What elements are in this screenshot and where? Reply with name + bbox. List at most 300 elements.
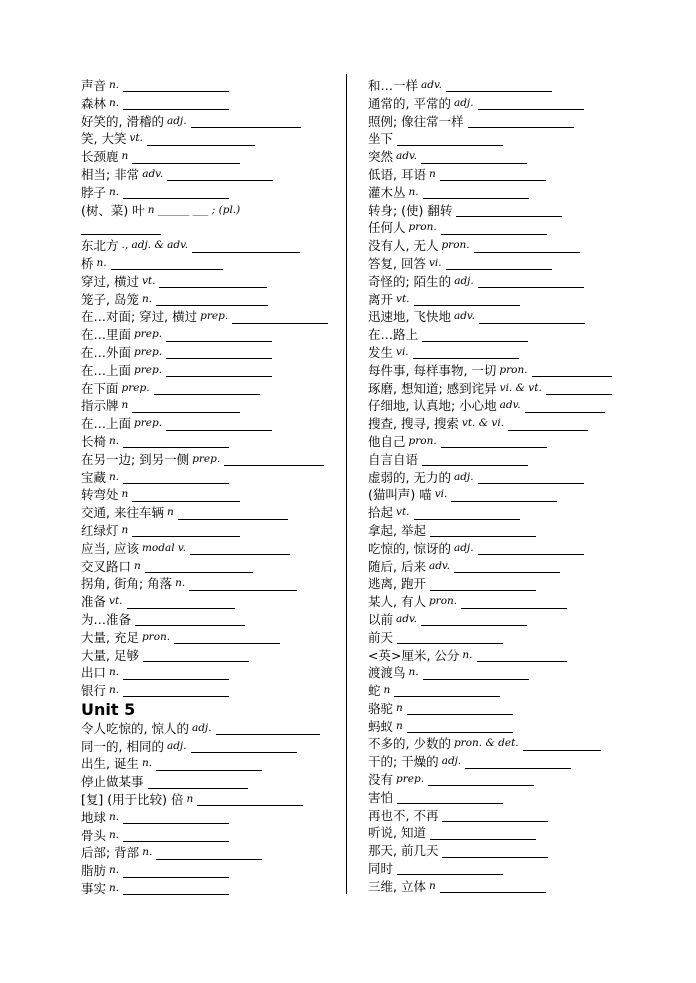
vocab-part-of-speech: prep. bbox=[121, 381, 150, 394]
vocab-part-of-speech: adv. bbox=[453, 310, 475, 323]
vocab-chinese: 突然 bbox=[368, 149, 394, 165]
vocab-part-of-speech: prep. bbox=[134, 363, 163, 376]
vocab-part-of-speech: n. bbox=[109, 828, 120, 841]
vocab-chinese: 令人吃惊的, 惊人的 bbox=[81, 720, 189, 736]
answer-blank[interactable] bbox=[81, 222, 161, 235]
answer-blank[interactable] bbox=[166, 346, 272, 359]
vocab-chinese: 每件事, 每样事物, 一切 bbox=[368, 362, 497, 378]
vocab-chinese: 在…外面 bbox=[81, 344, 132, 360]
vocab-row bbox=[81, 130, 343, 148]
answer-blank[interactable] bbox=[465, 756, 571, 769]
vocab-row bbox=[81, 433, 343, 451]
answer-blank[interactable] bbox=[190, 542, 290, 555]
answer-blank[interactable] bbox=[461, 596, 567, 609]
vocab-chinese: 东北方 bbox=[81, 238, 119, 254]
vocab-row bbox=[81, 880, 343, 898]
vocab-chinese: 骨头 bbox=[81, 827, 107, 843]
vocab-part-of-speech: pron. bbox=[141, 630, 171, 643]
vocab-row bbox=[81, 593, 343, 611]
vocab-chinese: 准备 bbox=[81, 594, 107, 610]
vocab-chinese: 指示牌 bbox=[81, 398, 119, 414]
vocab-part-of-speech: n. bbox=[109, 96, 120, 109]
answer-blank[interactable] bbox=[123, 667, 229, 680]
answer-blank[interactable] bbox=[468, 115, 574, 128]
vocab-chinese: 森林 bbox=[81, 95, 107, 111]
answer-blank[interactable] bbox=[479, 311, 585, 324]
vocab-part-of-speech: prep. bbox=[134, 345, 163, 358]
vocab-row bbox=[368, 202, 628, 220]
vocab-part-of-speech: n. bbox=[408, 185, 419, 198]
vocab-part-of-speech: n. bbox=[109, 684, 120, 697]
vocab-row bbox=[81, 504, 343, 522]
answer-blank[interactable] bbox=[430, 827, 536, 840]
vocab-row bbox=[81, 308, 343, 326]
vocab-row bbox=[368, 735, 628, 753]
answer-blank[interactable] bbox=[123, 829, 229, 842]
vocab-chinese: 为…准备 bbox=[81, 611, 132, 627]
vocab-row bbox=[81, 647, 343, 665]
vocab-part-of-speech: pron. bbox=[408, 434, 437, 447]
answer-blank[interactable] bbox=[145, 560, 253, 573]
vocab-chinese: 奇怪的; 陌生的 bbox=[368, 273, 452, 289]
vocab-part-of-speech: n bbox=[121, 523, 129, 536]
vocab-chinese: 红绿灯 bbox=[81, 522, 119, 538]
answer-blank[interactable] bbox=[397, 631, 503, 644]
vocab-part-of-speech: n. bbox=[141, 757, 153, 770]
vocab-part-of-speech: n ______ ___ ; (pl.) bbox=[147, 203, 241, 216]
vocab-chinese: 拐角, 街角; 角落 bbox=[81, 576, 173, 592]
vocab-part-of-speech: n. bbox=[141, 292, 153, 305]
vocab-chinese: 银行 bbox=[81, 683, 107, 699]
vocab-chinese: 答复, 回答 bbox=[368, 255, 426, 271]
vocab-row bbox=[368, 113, 628, 131]
vocab-row bbox=[368, 629, 628, 647]
vocab-part-of-speech: pron. bbox=[408, 221, 437, 234]
answer-blank[interactable] bbox=[191, 740, 297, 753]
vocab-chinese: 在…上面 bbox=[81, 416, 132, 432]
vocab-part-of-speech: adj. bbox=[454, 274, 474, 287]
vocab-row bbox=[368, 291, 628, 309]
vocab-row bbox=[81, 575, 343, 593]
answer-blank[interactable] bbox=[430, 524, 536, 537]
vocab-part-of-speech: n. bbox=[408, 666, 419, 679]
answer-blank[interactable] bbox=[430, 578, 536, 591]
vocab-chinese: 不多的, 少数的 bbox=[368, 736, 451, 752]
vocab-chinese: 转身; (使) 翻转 bbox=[368, 202, 453, 218]
vocab-row bbox=[368, 611, 628, 629]
answer-blank[interactable] bbox=[446, 257, 552, 270]
answer-blank[interactable] bbox=[421, 613, 527, 626]
answer-blank[interactable] bbox=[166, 329, 272, 342]
vocab-part-of-speech: prep. bbox=[134, 417, 163, 430]
vocab-part-of-speech: adj. bbox=[453, 470, 474, 483]
vocab-chinese: 大量, 充足 bbox=[81, 629, 139, 645]
answer-blank[interactable] bbox=[523, 738, 601, 751]
vocab-part-of-speech: adv. bbox=[142, 167, 164, 180]
vocab-row bbox=[81, 469, 343, 487]
answer-blank[interactable] bbox=[440, 880, 546, 893]
vocab-row bbox=[368, 718, 628, 736]
vocab-chinese: 那天, 前几天 bbox=[368, 843, 439, 859]
vocab-row bbox=[368, 380, 628, 398]
vocab-chinese: 害怕 bbox=[368, 789, 394, 805]
vocab-chinese: (树、菜) 叶 bbox=[81, 202, 145, 218]
answer-blank[interactable] bbox=[441, 435, 547, 448]
vocab-row bbox=[81, 219, 343, 237]
vocab-row bbox=[368, 308, 628, 326]
vocab-part-of-speech: n. bbox=[109, 810, 120, 823]
vocab-chinese: 在另一边; 到另一侧 bbox=[81, 451, 190, 467]
vocab-chinese: 拾起 bbox=[368, 505, 394, 521]
vocab-chinese: 交通, 来往车辆 bbox=[81, 505, 164, 521]
vocab-chinese: 迅速地, 飞快地 bbox=[368, 309, 451, 325]
answer-blank[interactable] bbox=[224, 453, 324, 466]
vocab-part-of-speech: pron. bbox=[441, 239, 470, 252]
answer-blank[interactable] bbox=[421, 151, 527, 164]
answer-blank[interactable] bbox=[478, 275, 584, 288]
vocab-row bbox=[81, 380, 343, 398]
vocab-chinese: 出生, 诞生 bbox=[81, 756, 139, 772]
vocab-chinese: 长椅 bbox=[81, 433, 107, 449]
answer-blank[interactable] bbox=[156, 847, 262, 860]
vocab-chinese: 脂肪 bbox=[81, 863, 107, 879]
vocab-row bbox=[81, 486, 343, 504]
vocab-part-of-speech: vt. bbox=[141, 274, 156, 287]
vocab-row bbox=[81, 273, 343, 291]
vocab-chinese: 脖子 bbox=[81, 184, 107, 200]
answer-blank[interactable] bbox=[422, 329, 528, 342]
vocab-chinese: 仔细地, 认真地; 小心地 bbox=[368, 398, 497, 414]
vocab-part-of-speech: n. bbox=[109, 864, 120, 877]
vocab-chinese: 他自己 bbox=[368, 433, 406, 449]
vocab-row bbox=[368, 771, 628, 789]
vocab-part-of-speech: vt. bbox=[129, 132, 143, 145]
vocab-part-of-speech: n bbox=[428, 167, 436, 180]
vocab-chinese: 长颈鹿 bbox=[81, 149, 119, 165]
vocab-row bbox=[81, 237, 343, 255]
vocab-row bbox=[368, 273, 628, 291]
vocab-part-of-speech: n. bbox=[142, 846, 153, 859]
vocab-row bbox=[81, 558, 343, 576]
vocab-row bbox=[368, 486, 628, 504]
vocab-row bbox=[368, 397, 628, 415]
vocab-chinese: 事实 bbox=[81, 881, 107, 897]
vocab-part-of-speech: n bbox=[383, 684, 391, 697]
answer-blank[interactable] bbox=[132, 489, 240, 502]
vocab-row bbox=[81, 148, 343, 166]
vocab-row bbox=[81, 184, 343, 202]
vocab-row bbox=[368, 130, 628, 148]
answer-blank[interactable] bbox=[407, 702, 513, 715]
vocab-row bbox=[368, 344, 628, 362]
answer-blank[interactable] bbox=[525, 400, 605, 413]
vocab-chinese: 同一的, 相同的 bbox=[81, 738, 164, 754]
vocab-part-of-speech: n bbox=[186, 793, 194, 806]
vocab-row bbox=[81, 397, 343, 415]
vocab-part-of-speech: n. bbox=[175, 577, 186, 590]
vocab-part-of-speech: n. bbox=[96, 256, 107, 269]
vocab-part-of-speech: n bbox=[134, 559, 141, 572]
vocab-part-of-speech: adj. bbox=[191, 721, 212, 734]
answer-blank[interactable] bbox=[123, 882, 229, 895]
vocab-part-of-speech: adj. bbox=[453, 541, 474, 554]
vocab-chinese: 没有 bbox=[368, 772, 394, 788]
answer-blank[interactable] bbox=[532, 364, 612, 377]
answer-blank[interactable] bbox=[478, 542, 584, 555]
vocab-part-of-speech: adv. bbox=[396, 150, 418, 163]
vocab-row bbox=[368, 433, 628, 451]
vocab-chinese: 穿过, 横过 bbox=[81, 273, 139, 289]
vocab-part-of-speech: prep. bbox=[192, 452, 221, 465]
answer-blank[interactable] bbox=[143, 649, 249, 662]
vocab-row bbox=[368, 593, 628, 611]
vocab-part-of-speech: adj. bbox=[441, 755, 462, 768]
vocab-row bbox=[81, 720, 343, 738]
vocab-chinese: 出口 bbox=[81, 665, 107, 681]
vocab-part-of-speech: adv. bbox=[499, 399, 521, 412]
answer-blank[interactable] bbox=[132, 400, 240, 413]
vocab-chinese: 灌木丛 bbox=[368, 184, 406, 200]
vocab-part-of-speech: vt. bbox=[109, 595, 123, 608]
vocab-row bbox=[368, 362, 628, 380]
answer-blank[interactable] bbox=[191, 115, 301, 128]
vocab-chinese: 自言自语 bbox=[368, 451, 419, 467]
vocab-chinese: 拿起, 举起 bbox=[368, 522, 426, 538]
answer-blank[interactable] bbox=[508, 418, 588, 431]
vocab-part-of-speech: adj. bbox=[166, 114, 187, 127]
vocab-row bbox=[81, 326, 343, 344]
answer-blank[interactable] bbox=[446, 79, 552, 92]
vocab-part-of-speech: adv. bbox=[421, 79, 443, 91]
vocab-row bbox=[81, 773, 343, 791]
vocab-row bbox=[81, 113, 343, 131]
answer-blank[interactable] bbox=[197, 793, 303, 806]
vocab-chinese: 以前 bbox=[368, 611, 394, 627]
vocab-row bbox=[81, 755, 343, 773]
vocab-part-of-speech: n bbox=[428, 879, 436, 892]
answer-blank[interactable] bbox=[451, 489, 557, 502]
answer-blank[interactable] bbox=[232, 311, 328, 324]
vocab-row bbox=[81, 809, 343, 827]
answer-blank[interactable] bbox=[423, 667, 529, 680]
answer-blank[interactable] bbox=[546, 382, 612, 395]
answer-blank[interactable] bbox=[423, 186, 529, 199]
answer-blank[interactable] bbox=[154, 382, 260, 395]
vocab-chinese: 干的; 干燥的 bbox=[368, 754, 439, 770]
vocab-chinese: 笼子, 岛笼 bbox=[81, 291, 139, 307]
vocab-part-of-speech: n bbox=[396, 701, 403, 714]
answer-blank[interactable] bbox=[132, 151, 240, 164]
answer-blank[interactable] bbox=[135, 613, 245, 626]
vocab-chinese: 听说, 知道 bbox=[368, 825, 426, 841]
vocab-part-of-speech: n bbox=[121, 399, 129, 412]
answer-blank[interactable] bbox=[413, 346, 519, 359]
vocab-row bbox=[368, 522, 628, 540]
vocab-part-of-speech: pron. & det. bbox=[453, 737, 519, 750]
vocab-chinese: 离开 bbox=[368, 291, 394, 307]
answer-blank[interactable] bbox=[414, 507, 520, 520]
vocab-row bbox=[81, 844, 343, 862]
vocab-row bbox=[368, 166, 628, 184]
vocab-part-of-speech: vi. & vt. bbox=[499, 381, 542, 394]
answer-blank[interactable] bbox=[123, 684, 229, 697]
vocab-row bbox=[81, 291, 343, 309]
vocab-row bbox=[368, 647, 628, 665]
answer-blank[interactable] bbox=[123, 471, 229, 484]
answer-blank[interactable] bbox=[192, 240, 300, 253]
answer-blank[interactable] bbox=[216, 722, 320, 735]
vocab-row bbox=[368, 451, 628, 469]
answer-blank[interactable] bbox=[166, 418, 272, 431]
vocab-chinese: 没有人, 无人 bbox=[368, 238, 439, 254]
vocab-chinese: 在…对面; 穿过, 横过 bbox=[81, 309, 198, 325]
answer-blank[interactable] bbox=[123, 811, 229, 824]
vocab-part-of-speech: n. bbox=[462, 648, 473, 661]
answer-blank[interactable] bbox=[123, 79, 229, 92]
answer-blank[interactable] bbox=[159, 275, 267, 288]
vocab-row bbox=[81, 827, 343, 845]
vocab-part-of-speech: n bbox=[121, 150, 129, 163]
vocab-chinese: 同时 bbox=[368, 861, 394, 877]
answer-blank[interactable] bbox=[156, 758, 262, 771]
answer-blank[interactable] bbox=[123, 186, 229, 199]
vocab-row bbox=[81, 255, 343, 273]
answer-blank[interactable] bbox=[442, 809, 548, 822]
answer-blank[interactable] bbox=[442, 845, 548, 858]
answer-blank[interactable] bbox=[397, 862, 503, 875]
vocab-part-of-speech: prep. bbox=[134, 328, 163, 341]
vocab-part-of-speech: vt. bbox=[396, 506, 410, 519]
answer-blank[interactable] bbox=[178, 507, 288, 520]
vocab-row bbox=[368, 753, 628, 771]
vocab-part-of-speech: vt. bbox=[396, 292, 410, 305]
unit-title: Unit 5 bbox=[81, 699, 136, 719]
vocab-row bbox=[81, 522, 343, 540]
answer-blank[interactable] bbox=[454, 560, 560, 573]
answer-blank[interactable] bbox=[148, 776, 248, 789]
answer-blank[interactable] bbox=[414, 293, 520, 306]
vocab-row bbox=[368, 184, 628, 202]
vocab-part-of-speech: n bbox=[121, 488, 129, 501]
vocab-chinese: 宝藏 bbox=[81, 469, 107, 485]
vocab-row bbox=[81, 629, 343, 647]
vocab-part-of-speech: n. bbox=[109, 434, 120, 447]
answer-blank[interactable] bbox=[428, 773, 534, 786]
vocab-chinese: <英>厘米, 公分 bbox=[368, 647, 460, 663]
vocab-part-of-speech: n. bbox=[109, 666, 120, 679]
vocab-chinese: 坐下 bbox=[368, 131, 394, 147]
answer-blank[interactable] bbox=[123, 435, 229, 448]
answer-blank[interactable] bbox=[422, 453, 528, 466]
vocab-part-of-speech: vt. & vi. bbox=[461, 417, 505, 430]
vocab-row bbox=[368, 148, 628, 166]
vocab-chinese: 蚂蚁 bbox=[368, 718, 394, 734]
vocab-part-of-speech: pron. bbox=[499, 363, 528, 376]
vocab-part-of-speech: vi. bbox=[396, 345, 409, 358]
answer-blank[interactable] bbox=[478, 471, 584, 484]
vocab-part-of-speech: vi. bbox=[428, 256, 442, 269]
answer-blank[interactable] bbox=[441, 222, 547, 235]
vocab-row bbox=[368, 878, 628, 896]
unit-heading bbox=[81, 700, 343, 720]
vocab-chinese: [复] (用于比较) 倍 bbox=[81, 792, 184, 808]
vocab-row bbox=[368, 682, 628, 700]
vocab-chinese: (猫叫声) 喵 bbox=[368, 487, 432, 503]
vocab-chinese: 和…一样 bbox=[368, 78, 419, 93]
vocab-part-of-speech: modal v. bbox=[141, 541, 186, 554]
answer-blank[interactable] bbox=[127, 596, 235, 609]
vocab-part-of-speech: adv. bbox=[428, 559, 450, 572]
vocab-row bbox=[368, 807, 628, 825]
vocab-chinese: 低语, 耳语 bbox=[368, 166, 426, 182]
answer-blank[interactable] bbox=[394, 684, 500, 697]
vocab-chinese: 声音 bbox=[81, 78, 107, 93]
answer-blank[interactable] bbox=[407, 720, 513, 733]
vocab-row bbox=[368, 664, 628, 682]
vocab-chinese: 发生 bbox=[368, 344, 394, 360]
vocab-chinese: 渡渡鸟 bbox=[368, 665, 406, 681]
answer-blank[interactable] bbox=[132, 524, 240, 537]
vocab-chinese: 地球 bbox=[81, 809, 107, 825]
answer-blank[interactable] bbox=[477, 649, 567, 662]
vocab-chinese: 后部; 背部 bbox=[81, 845, 140, 861]
vocab-part-of-speech: n. bbox=[109, 882, 120, 895]
answer-blank[interactable] bbox=[123, 865, 229, 878]
vocab-row bbox=[81, 540, 343, 558]
vocab-row bbox=[368, 469, 628, 487]
vocab-chinese: 大量, 足够 bbox=[81, 647, 139, 663]
answer-blank[interactable] bbox=[123, 97, 229, 110]
answer-blank[interactable] bbox=[166, 364, 272, 377]
vocab-chinese: 相当; 非常 bbox=[81, 166, 140, 182]
vocab-part-of-speech: n bbox=[396, 719, 403, 732]
answer-blank[interactable] bbox=[156, 293, 268, 306]
answer-blank[interactable] bbox=[397, 133, 503, 146]
answer-blank[interactable] bbox=[189, 578, 297, 591]
vocab-row bbox=[368, 504, 628, 522]
answer-blank[interactable] bbox=[111, 257, 223, 270]
answer-blank[interactable] bbox=[456, 204, 562, 217]
vocab-chinese: 某人, 有人 bbox=[368, 594, 426, 610]
vocab-row bbox=[368, 77, 628, 95]
vocab-part-of-speech: adj. bbox=[453, 96, 474, 109]
answer-blank[interactable] bbox=[167, 168, 273, 181]
answer-blank[interactable] bbox=[397, 791, 503, 804]
vocab-row bbox=[368, 575, 628, 593]
answer-blank[interactable] bbox=[174, 631, 280, 644]
answer-blank[interactable] bbox=[147, 133, 255, 146]
vocab-chinese: 蛇 bbox=[368, 683, 381, 699]
vocab-chinese: 三维, 立体 bbox=[368, 878, 426, 894]
vocab-row bbox=[368, 95, 628, 113]
vocab-row bbox=[81, 202, 343, 220]
vocab-chinese: 照例; 像往常一样 bbox=[368, 113, 464, 129]
answer-blank[interactable] bbox=[478, 97, 584, 110]
column-divider bbox=[346, 74, 347, 894]
vocab-chinese: 在下面 bbox=[81, 380, 119, 396]
vocab-row bbox=[81, 166, 343, 184]
vocab-row bbox=[81, 95, 343, 113]
vocab-row bbox=[368, 415, 628, 433]
vocab-chinese: 琢磨, 想知道; 感到诧异 bbox=[368, 380, 497, 396]
vocab-chinese: 在…上面 bbox=[81, 362, 132, 378]
vocab-row bbox=[368, 558, 628, 576]
answer-blank[interactable] bbox=[440, 168, 546, 181]
vocab-chinese: 随后, 后来 bbox=[368, 558, 426, 574]
answer-blank[interactable] bbox=[474, 240, 580, 253]
vocab-row bbox=[81, 682, 343, 700]
vocab-part-of-speech: prep. bbox=[200, 310, 229, 323]
